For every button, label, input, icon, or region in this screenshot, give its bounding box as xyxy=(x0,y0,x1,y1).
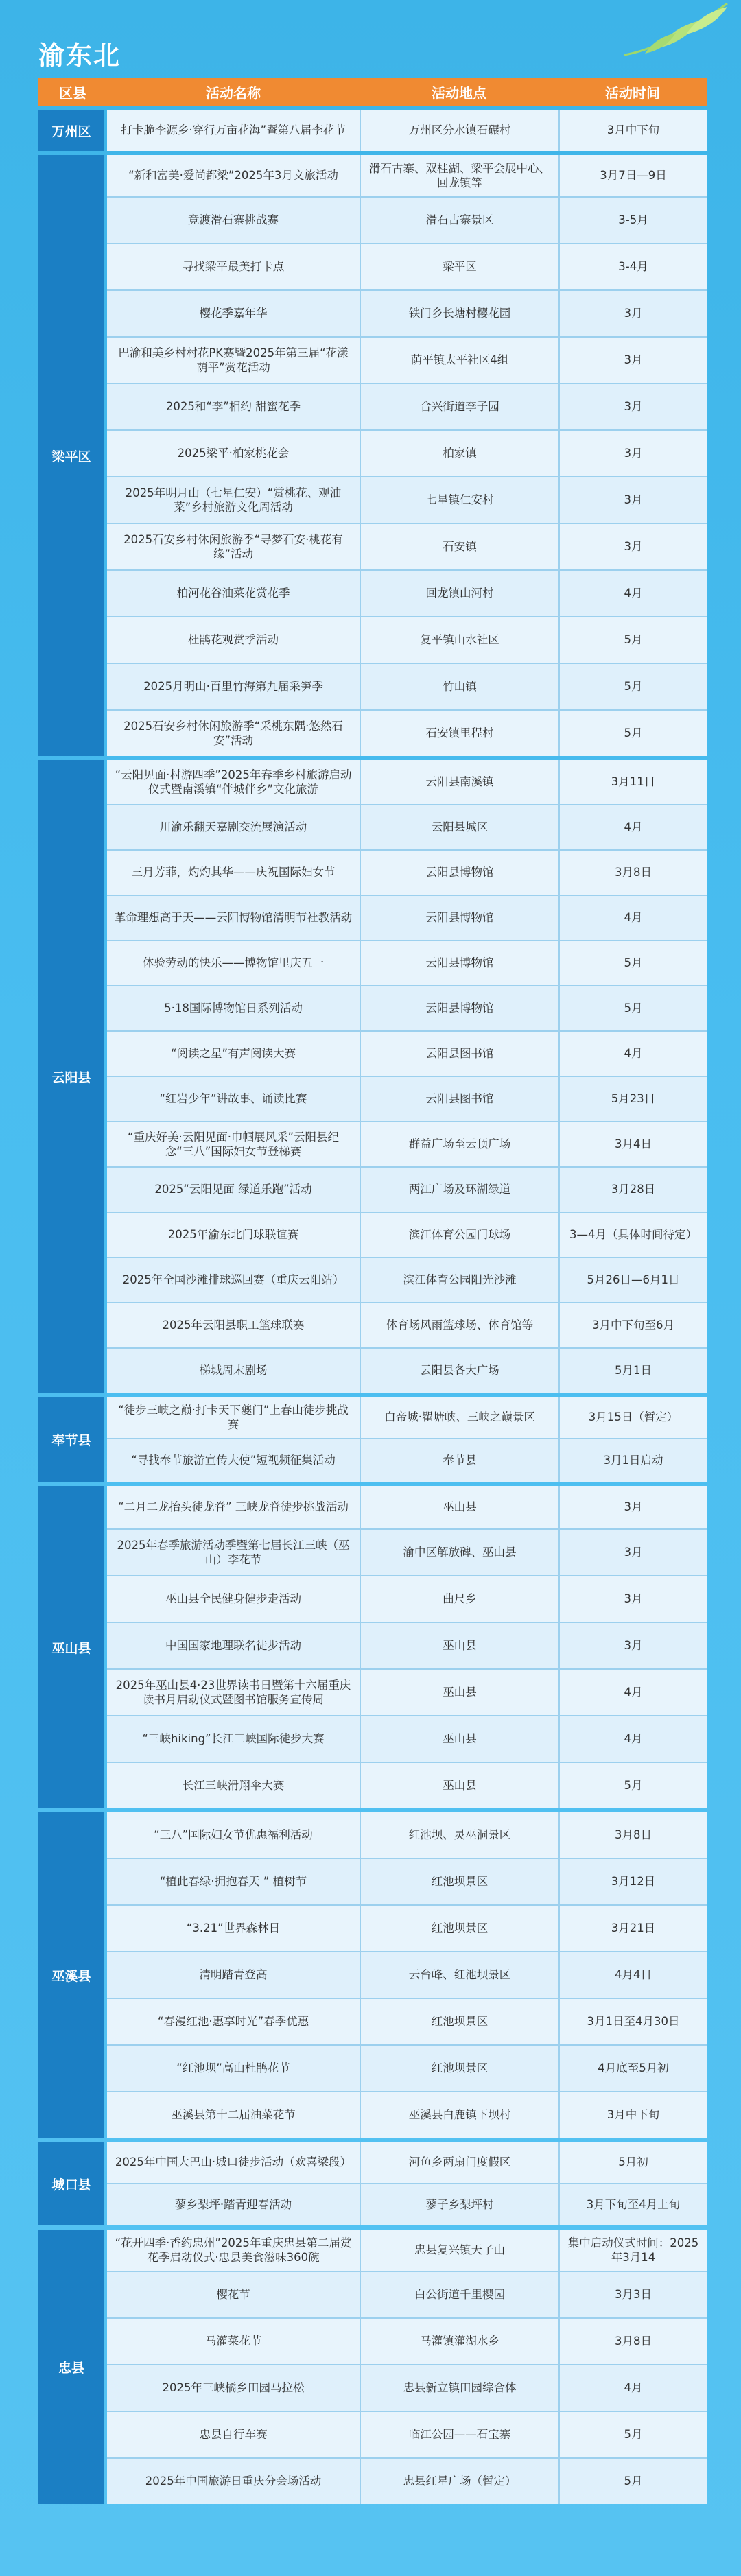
table-row xyxy=(107,1122,707,1168)
district-label: 奉节县 xyxy=(38,1397,104,1482)
activity-location-cell: 复平镇山水社区 xyxy=(360,617,558,663)
activity-location-cell: 红池坝景区 xyxy=(360,1999,558,2044)
district-rows xyxy=(107,1397,707,1482)
table-row xyxy=(107,711,707,756)
activity-name-cell: 2025年巫山县4·23世界读书日暨第十六届重庆读书月启动仪式暨图书馆服务宣传周 xyxy=(115,1678,351,1706)
table-row xyxy=(107,896,707,941)
table-row xyxy=(107,2412,707,2459)
table-row xyxy=(107,1952,707,1999)
table-row xyxy=(107,1859,707,1906)
activity-location-cell: 滨江体育公园阳光沙滩 xyxy=(360,1258,558,1302)
activity-location-cell: 滑石古寨、双桂湖、梁平会展中心、回龙镇等 xyxy=(360,155,558,196)
activity-name-cell: “云阳见面·村游四季”2025年春季乡村旅游启动仪式暨南溪镇“伴城伴乡”文化旅游 xyxy=(115,768,352,796)
table-row xyxy=(107,760,707,805)
activity-name-cell: 2025石安乡村休闲旅游季“采桃东隅·悠然石安”活动 xyxy=(124,719,343,747)
activity-location-cell: 巫溪县白鹿镇下坝村 xyxy=(360,2092,558,2138)
table-row xyxy=(107,1349,707,1393)
activity-name-cell: “红岩少年”讲故事、诵读比赛 xyxy=(159,1092,307,1106)
activity-time-cell: 5月23日 xyxy=(558,1077,707,1121)
district-rows xyxy=(107,2230,707,2504)
activity-time-cell: 4月底至5月初 xyxy=(558,2046,707,2091)
district-rows xyxy=(107,110,707,151)
activity-name-cell: 2025年中国旅游日重庆分会场活动 xyxy=(145,2474,322,2488)
activity-time-cell: 4月 xyxy=(558,1716,707,1762)
activity-name-cell: 2025“云阳见面 绿道乐跑”活动 xyxy=(154,1183,312,1196)
activity-location-cell: 体育场风雨篮球场、体育馆等 xyxy=(360,1303,558,1347)
page-title: 渝东北 xyxy=(38,40,121,71)
activity-name-cell: 2025梁平·柏家桃花会 xyxy=(177,447,290,460)
activity-time-cell: 4月 xyxy=(558,1032,707,1076)
activity-location-cell: 云阳县南溪镇 xyxy=(360,760,558,804)
activity-name-cell: 革命理想高于天——云阳博物馆清明节社教活动 xyxy=(114,911,353,925)
activity-time-cell: 3月 xyxy=(558,431,707,476)
district-label: 城口县 xyxy=(38,2142,104,2225)
table-row xyxy=(107,1763,707,1808)
activity-name-cell: 2025年春季旅游活动季暨第七届长江三峡（巫山）李花节 xyxy=(117,1538,350,1566)
activity-location-cell: 云阳县博物馆 xyxy=(360,986,558,1030)
table-row xyxy=(107,986,707,1032)
activity-name-cell: 杜鹃花观赏季活动 xyxy=(188,633,279,647)
table-row xyxy=(107,1999,707,2046)
activity-location-cell: 红池坝景区 xyxy=(360,2046,558,2091)
table-row xyxy=(107,524,707,571)
activity-time-cell: 3月1日至4月30日 xyxy=(558,1999,707,2044)
table-row xyxy=(107,2046,707,2092)
table-row xyxy=(107,1670,707,1716)
activity-location-cell: 云阳县博物馆 xyxy=(360,896,558,940)
activity-name-cell: 2025年全国沙滩排球巡回赛（重庆云阳站） xyxy=(122,1273,344,1287)
district-group xyxy=(38,110,707,151)
activity-time-cell: 4月 xyxy=(558,805,707,849)
activity-time-cell: 3月中下旬 xyxy=(558,110,707,151)
activity-time-cell: 3月下旬至4月上旬 xyxy=(558,2184,707,2225)
activity-time-cell: 4月4日 xyxy=(558,1952,707,1998)
activity-name-cell: 竞渡滑石寨挑战赛 xyxy=(188,213,279,227)
activity-time-cell: 3月21日 xyxy=(558,1906,707,1951)
district-group xyxy=(38,1397,707,1482)
district-group xyxy=(38,760,707,1393)
activity-name-cell: 2025年三峡橘乡田园马拉松 xyxy=(162,2381,305,2395)
activity-time-cell: 5月初 xyxy=(558,2142,707,2183)
activity-location-cell: 云阳县城区 xyxy=(360,805,558,849)
activity-name-cell: 打卡脆李源乡·穿行万亩花海”暨第八届李花节 xyxy=(121,123,346,137)
activity-time-cell: 5月 xyxy=(558,941,707,985)
activity-location-cell: 云阳县图书馆 xyxy=(360,1032,558,1076)
activity-location-cell: 红池坝、灵巫洞景区 xyxy=(360,1812,558,1858)
district-rows xyxy=(107,2142,707,2225)
activity-time-cell: 5月1日 xyxy=(558,1349,707,1393)
activity-name-cell: 寻找梁平最美打卡点 xyxy=(182,260,285,274)
activity-location-cell: 荫平镇太平社区4组 xyxy=(360,338,558,383)
activity-name-cell: 清明踏青登高 xyxy=(199,1968,268,1982)
activity-time-cell: 5月 xyxy=(558,986,707,1030)
district-label: 梁平区 xyxy=(38,155,104,756)
table-row xyxy=(107,571,707,617)
activity-name-cell: 樱花节 xyxy=(216,2288,250,2302)
activity-time-cell: 4月 xyxy=(558,571,707,616)
activity-time-cell: 3月 xyxy=(558,477,707,523)
table-row xyxy=(107,851,707,896)
activity-name-cell: 2025年明月山（七星仁安）“赏桃花、观油菜”乡村旅游文化周活动 xyxy=(125,486,342,514)
activity-name-cell: 2025月明山·百里竹海第九届采笋季 xyxy=(143,680,323,694)
activity-location-cell: 梁平区 xyxy=(360,244,558,289)
activity-name-cell: 长江三峡滑翔伞大赛 xyxy=(182,1779,285,1793)
activity-time-cell: 4月 xyxy=(558,896,707,940)
activity-time-cell: 4月 xyxy=(558,2365,707,2411)
activity-time-cell: 3-4月 xyxy=(558,244,707,289)
activity-time-cell: 3月11日 xyxy=(558,760,707,804)
activity-name-cell: 2025和“李”相约 甜蜜花季 xyxy=(165,400,301,414)
table-row xyxy=(107,2319,707,2365)
district-rows xyxy=(107,1486,707,1808)
activity-name-cell: “二月二龙抬头徒龙脊” 三峡龙脊徒步挑战活动 xyxy=(118,1500,349,1514)
district-group xyxy=(38,1812,707,2138)
activity-time-cell: 3月7日—9日 xyxy=(558,155,707,196)
activity-location-cell: 云台峰、红池坝景区 xyxy=(360,1952,558,1998)
activity-location-cell: 奉节县 xyxy=(360,1439,558,1482)
activity-time-cell: 3月中下旬 xyxy=(558,2092,707,2138)
activity-time-cell: 5月 xyxy=(558,617,707,663)
activity-location-cell: 白帝城·瞿塘峡、三峡之巅景区 xyxy=(360,1397,558,1438)
table-row xyxy=(107,2092,707,2138)
table-row xyxy=(107,1439,707,1482)
activity-name-cell: “3.21”世界森林日 xyxy=(186,1922,281,1935)
activity-location-cell: 马灌镇灌湖水乡 xyxy=(360,2319,558,2364)
table-row xyxy=(107,1716,707,1763)
district-label: 万州区 xyxy=(38,110,104,151)
activity-time-cell: 3月 xyxy=(558,291,707,336)
table-row xyxy=(107,1486,707,1530)
activity-time-cell: 5月 xyxy=(558,1763,707,1808)
table-row xyxy=(107,2184,707,2225)
table-row xyxy=(107,1812,707,1859)
table-row xyxy=(107,477,707,524)
activity-table xyxy=(38,78,707,2504)
activity-time-cell: 3月 xyxy=(558,1576,707,1622)
activity-location-cell: 巫山县 xyxy=(360,1623,558,1668)
district-rows xyxy=(107,155,707,756)
activity-location-cell: 云阳县博物馆 xyxy=(360,941,558,985)
table-row xyxy=(107,244,707,291)
district-label: 巫山县 xyxy=(38,1486,104,1808)
activity-time-cell: 3月8日 xyxy=(558,851,707,895)
activity-name-cell: 马灌菜花节 xyxy=(204,2335,262,2348)
table-row xyxy=(107,1077,707,1122)
activity-time-cell: 3月28日 xyxy=(558,1168,707,1212)
activity-name-cell: 中国国家地理联名徒步活动 xyxy=(165,1639,301,1653)
activity-name-cell: “阅读之星”有声阅读大赛 xyxy=(170,1047,296,1061)
activity-name-cell: “重庆好美·云阳见面·巾帼展风采”云阳县纪念“三八”国际妇女节登梯赛 xyxy=(127,1130,340,1158)
table-row xyxy=(107,291,707,338)
table-row xyxy=(107,1258,707,1303)
header-activity: 活动名称 xyxy=(206,84,261,102)
activity-time-cell: 3月 xyxy=(558,1623,707,1668)
activity-name-cell: “新和富美·爱尚都梁”2025年3月文旅活动 xyxy=(128,169,338,182)
activity-location-cell: 白公街道千里樱园 xyxy=(360,2272,558,2317)
activity-location-cell: 蓼子乡梨坪村 xyxy=(360,2184,558,2225)
activity-name-cell: 三月芳菲，灼灼其华——庆祝国际妇女节 xyxy=(131,866,336,879)
activity-time-cell: 3月1日启动 xyxy=(558,1439,707,1482)
activity-time-cell: 3月8日 xyxy=(558,1812,707,1858)
activity-name-cell: “三八”国际妇女节优惠福利活动 xyxy=(154,1828,313,1842)
activity-name-cell: 樱花季嘉年华 xyxy=(199,307,268,320)
activity-location-cell: 忠县复兴镇天子山 xyxy=(360,2230,558,2271)
table-header xyxy=(38,78,707,106)
activity-location-cell: 竹山镇 xyxy=(360,664,558,709)
leaf-decoration-icon xyxy=(618,0,734,62)
activity-name-cell: 巴渝和美乡村村花PK赛暨2025年第三届“花漾荫平”赏花活动 xyxy=(118,346,349,374)
activity-location-cell: 万州区分水镇石碾村 xyxy=(360,110,558,151)
table-row xyxy=(107,2459,707,2504)
activity-location-cell: 渝中区解放碑、巫山县 xyxy=(360,1530,558,1575)
activity-name-cell: “徒步三峡之巅·打卡天下夔门”上春山徒步挑战赛 xyxy=(118,1403,349,1431)
activity-time-cell: 4月 xyxy=(558,1670,707,1715)
activity-time-cell: 3月8日 xyxy=(558,2319,707,2364)
table-row xyxy=(107,1530,707,1576)
header-location: 活动地点 xyxy=(432,84,486,102)
activity-time-cell: 5月 xyxy=(558,711,707,756)
table-row xyxy=(107,2142,707,2184)
activity-location-cell: 红池坝景区 xyxy=(360,1859,558,1904)
activity-location-cell: 石安镇里程村 xyxy=(360,711,558,756)
district-group xyxy=(38,1486,707,1808)
activity-time-cell: 3月 xyxy=(558,1486,707,1528)
table-row xyxy=(107,2272,707,2319)
activity-location-cell: 铁门乡长塘村樱花园 xyxy=(360,291,558,336)
activity-location-cell: 曲尺乡 xyxy=(360,1576,558,1622)
table-row xyxy=(107,1168,707,1213)
activity-time-cell: 3月4日 xyxy=(558,1122,707,1166)
table-row xyxy=(107,1576,707,1623)
district-label: 云阳县 xyxy=(38,760,104,1393)
activity-time-cell: 5月 xyxy=(558,2459,707,2504)
table-row xyxy=(107,384,707,431)
district-group xyxy=(38,2142,707,2225)
activity-location-cell: 云阳县图书馆 xyxy=(360,1077,558,1121)
activity-time-cell: 集中启动仪式时间：2025年3月14 xyxy=(558,2230,707,2271)
activity-time-cell: 3月12日 xyxy=(558,1859,707,1904)
activity-location-cell: 柏家镇 xyxy=(360,431,558,476)
activity-name-cell: 巫溪县第十二届油菜花节 xyxy=(171,2108,296,2122)
table-row xyxy=(107,110,707,151)
activity-location-cell: 回龙镇山河村 xyxy=(360,571,558,616)
activity-time-cell: 3-5月 xyxy=(558,198,707,243)
activity-name-cell: 巫山县全民健身健步走活动 xyxy=(165,1592,301,1606)
table-row xyxy=(107,617,707,664)
activity-location-cell: 云阳县各大广场 xyxy=(360,1349,558,1393)
table-row xyxy=(107,2365,707,2412)
activity-time-cell: 3月15日（暂定） xyxy=(558,1397,707,1438)
activity-location-cell: 滨江体育公园门球场 xyxy=(360,1213,558,1257)
activity-name-cell: 蓼乡梨坪·踏青迎春活动 xyxy=(174,2198,292,2212)
activity-location-cell: 巫山县 xyxy=(360,1670,558,1715)
activity-name-cell: “花开四季·香约忠州”2025年重庆忠县第二届赏花季启动仪式·忠县美食滋味360碗 xyxy=(115,2236,352,2264)
activity-name-cell: 5·18国际博物馆日系列活动 xyxy=(164,1002,303,1015)
activity-time-cell: 3月 xyxy=(558,338,707,383)
activity-name-cell: 2025年中国大巴山·城口徒步活动（欢喜梁段） xyxy=(115,2155,352,2169)
activity-location-cell: 两江广场及环湖绿道 xyxy=(360,1168,558,1212)
activity-time-cell: 3月3日 xyxy=(558,2272,707,2317)
table-row xyxy=(107,1303,707,1349)
activity-name-cell: 梯城周末剧场 xyxy=(199,1364,268,1378)
table-row xyxy=(107,1906,707,1952)
table-body xyxy=(38,110,707,2504)
activity-name-cell: 川渝乐翻天嘉剧交流展演活动 xyxy=(159,820,307,834)
activity-location-cell: 忠县新立镇田园综合体 xyxy=(360,2365,558,2411)
district-rows xyxy=(107,760,707,1393)
table-row xyxy=(107,1213,707,1258)
table-row xyxy=(107,1397,707,1439)
activity-name-cell: “春漫红池·惠享时光”春季优惠 xyxy=(157,2015,309,2029)
activity-time-cell: 5月 xyxy=(558,2412,707,2457)
table-row xyxy=(107,155,707,198)
activity-time-cell: 3月 xyxy=(558,1530,707,1575)
activity-location-cell: 临江公园——石宝寨 xyxy=(360,2412,558,2457)
activity-location-cell: 忠县红星广场（暂定） xyxy=(360,2459,558,2504)
activity-location-cell: 群益广场至云顶广场 xyxy=(360,1122,558,1166)
table-row xyxy=(107,2230,707,2272)
activity-location-cell: 巫山县 xyxy=(360,1716,558,1762)
table-row xyxy=(107,805,707,851)
activity-location-cell: 红池坝景区 xyxy=(360,1906,558,1951)
activity-name-cell: “三峡hiking”长江三峡国际徒步大赛 xyxy=(142,1732,325,1746)
activity-location-cell: 巫山县 xyxy=(360,1486,558,1528)
header-district: 区县 xyxy=(59,84,86,102)
activity-location-cell: 河鱼乡两扇门度假区 xyxy=(360,2142,558,2183)
activity-location-cell: 石安镇 xyxy=(360,524,558,569)
activity-time-cell: 5月26日—6月1日 xyxy=(558,1258,707,1302)
activity-time-cell: 3月 xyxy=(558,524,707,569)
activity-name-cell: 2025石安乡村休闲旅游季“寻梦石安·桃花有缘”活动 xyxy=(124,532,343,560)
activity-time-cell: 3月中下旬至6月 xyxy=(558,1303,707,1347)
activity-time-cell: 3月 xyxy=(558,384,707,429)
table-row xyxy=(107,198,707,244)
table-row xyxy=(107,431,707,477)
activity-location-cell: 合兴街道李子园 xyxy=(360,384,558,429)
table-row xyxy=(107,1623,707,1670)
activity-name-cell: “红池坝”高山杜鹃花节 xyxy=(176,2061,290,2075)
activity-name-cell: “寻找奉节旅游宣传大使”短视频征集活动 xyxy=(131,1454,336,1467)
activity-time-cell: 5月 xyxy=(558,664,707,709)
activity-name-cell: 柏河花谷油菜花赏花季 xyxy=(176,587,290,600)
activity-name-cell: 体验劳动的快乐——博物馆里庆五一 xyxy=(143,956,324,970)
table-row xyxy=(107,664,707,711)
district-rows xyxy=(107,1812,707,2138)
table-row xyxy=(107,1032,707,1077)
activity-location-cell: 七星镇仁安村 xyxy=(360,477,558,523)
activity-location-cell: 滑石古寨景区 xyxy=(360,198,558,243)
district-label: 巫溪县 xyxy=(38,1812,104,2138)
district-group xyxy=(38,155,707,756)
header-time: 活动时间 xyxy=(605,84,660,102)
district-label: 忠县 xyxy=(38,2230,104,2504)
activity-name-cell: 2025年云阳县职工篮球联赛 xyxy=(162,1319,305,1332)
activity-name-cell: “植此春绿·拥抱春天 ” 植树节 xyxy=(159,1875,307,1889)
activity-name-cell: 2025年渝东北门球联谊赛 xyxy=(167,1228,299,1242)
table-row xyxy=(107,338,707,384)
district-group xyxy=(38,2230,707,2504)
activity-location-cell: 云阳县博物馆 xyxy=(360,851,558,895)
activity-time-cell: 3—4月（具体时间待定） xyxy=(558,1213,707,1257)
activity-name-cell: 忠县自行车赛 xyxy=(199,2428,268,2442)
activity-location-cell: 巫山县 xyxy=(360,1763,558,1808)
table-row xyxy=(107,941,707,986)
